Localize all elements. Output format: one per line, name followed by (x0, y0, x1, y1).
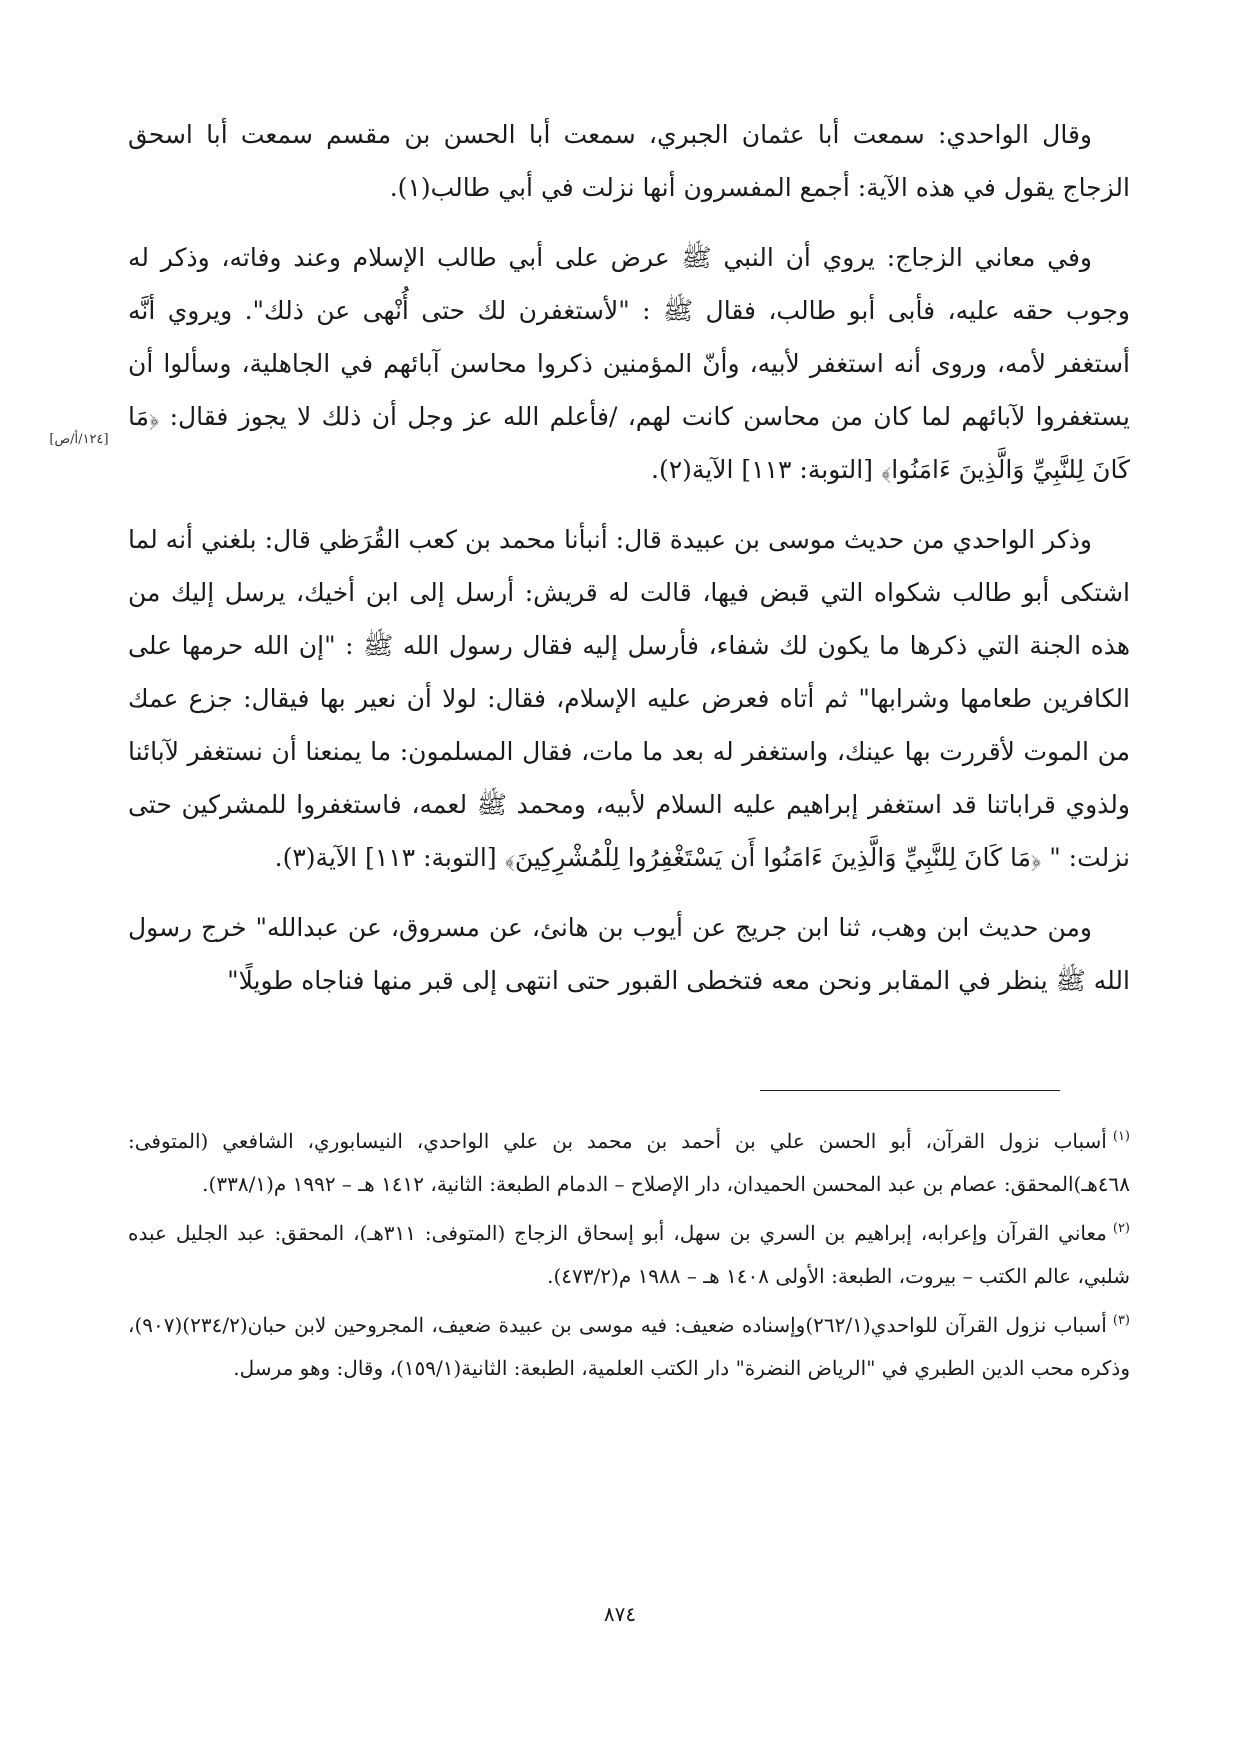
paragraph: وفي معاني الزجاج: يروي أن النبي ﷺ عرض على أبي طالب الإسلام وعند وفاته، وذكر له وجوب حقه عليه، فأبى أبو طالب، فقال ﷺ : "لأستغفرن لك حتى أُنْهى عن ذلك". ويروي أنَّه أستغفر لأمه، وروى أنه استغفر لأبيه، وأنّ المؤمنين ذكروا محاسن آبائهم في الجاهلية، وسألوا أن يستغفروا لآبائهم لما كان من محاسن كانت لهم، /فأعلم الله عز وجل أن ذلك لا يجوز فقال: ﴿مَا كَانَ لِلنَّبِيِّ وَالَّذِينَ ءَامَنُوا﴾ [التوبة: ١١٣] الآية(٢). (128, 243, 1130, 484)
footnote-number: (١) (1112, 1129, 1130, 1145)
paragraph: وقال الواحدي: سمعت أبا عثمان الجبري، سمعت أبا الحسن بن مقسم سمعت أبا اسحق الزجاج يقول في هذه الآية: أجمع المفسرون أنها نزلت في أبي طالب(١). (128, 120, 1130, 202)
footnote (128, 1120, 1130, 1206)
paragraph: وذكر الواحدي من حديث موسى بن عبيدة قال: أنبأنا محمد بن كعب القُرَظي قال: بلغني أنه لما اشتكى أبو طالب شكواه التي قبض فيها، قالت له قريش: أرسل إلى ابن أخيك، يرسل إليك من هذه الجنة التي ذكرها ما يكون لك شفاء، فأرسل إليه فقال رسول الله ﷺ : "إن الله حرمها على الكافرين طعامها وشرابها" ثم أتاه فعرض عليه الإسلام، فقال: لولا أن نعير بها فيقال: جزع عمك من الموت لأقررت بها عينك، واستغفر له بعد ما مات، فقال المسلمون: ما يمنعنا أن نستغفر لآبائنا ولذوي قراباتنا قد استغفر إبراهيم عليه السلام لأبيه، ومحمد ﷺ لعمه، فاستغفروا للمشركين حتى نزلت: " ﴿مَا كَانَ لِلنَّبِيِّ وَالَّذِينَ ءَامَنُوا أَن يَسْتَغْفِرُوا لِلْمُشْرِكِينَ﴾ [التوبة: ١١٣] الآية(٣). (128, 525, 1130, 872)
footnote (128, 1212, 1130, 1298)
footnote-text: أسباب نزول القرآن، أبو الحسن علي بن أحمد بن محمد بن علي الواحدي، النيسابوري، الشافعي (المتوفى: ٤٦٨هـ)المحقق: عصام بن عبد المحسن الحميدان، دار الإصلاح – الدمام الطبعة: الثانية، ١٤١٢ هـ – ١٩٩٢ م(٣٣٨/١). (128, 1129, 1130, 1196)
footnote-divider (760, 1090, 1060, 1091)
page-number: ٨٧٤ (603, 1602, 637, 1626)
paragraph: ومن حديث ابن وهب، ثنا ابن جريج عن أيوب بن هانئ، عن مسروق، عن عبدالله" خرج رسول الله ﷺ ينظر في المقابر ونحن معه فتخطى القبور حتى انتهى إلى قبر منها فناجاه طويلًا" (128, 913, 1130, 995)
footnote-text: أسباب نزول القرآن للواحدي(٢٦٢/١)وإسناده ضعيف: فيه موسى بن عبيدة ضعيف، المجروحين لابن حبان(٢٣٤/٢)(٩٠٧)، وذكره محب الدين الطبري في "الرياض النضرة" دار الكتب العلمية، الطبعة: الثانية(١٥٩/١)، وقال: وهو مرسل. (128, 1313, 1130, 1380)
footnote-number: (٢) (1112, 1221, 1130, 1237)
footnote-number: (٣) (1112, 1313, 1130, 1329)
footnote-text: معاني القرآن وإعرابه، إبراهيم بن السري بن سهل، أبو إسحاق الزجاج (المتوفى: ٣١١هـ)، المحقق: عبد الجليل عبده شلبي، عالم الكتب – بيروت، الطبعة: الأولى ١٤٠٨ هـ – ١٩٨٨ م(٤٧٣/٢). (128, 1221, 1130, 1288)
manuscript-folio-marker: [١٢٤/أ/ص] (49, 432, 109, 447)
footnotes-section (128, 1120, 1130, 1396)
footnote (128, 1304, 1130, 1390)
main-text (128, 108, 1130, 1007)
